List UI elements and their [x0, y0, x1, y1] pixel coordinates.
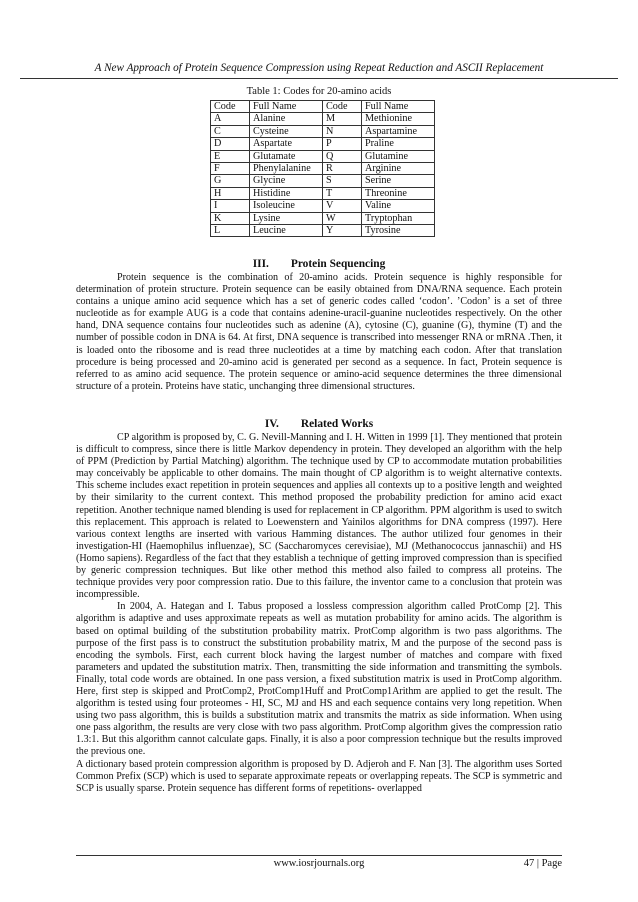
table-row — [211, 125, 435, 137]
section-heading-iv — [0, 418, 638, 430]
table-cell: Methionine — [362, 113, 435, 125]
paragraph: CP algorithm is proposed by, C. G. Nevill-Manning and I. H. Witten in 1999 [1]. They mentioned that protein is difficult to compress, since there is little Markov dependency in protein. They developed an algorithm with the help of PPM (Prediction by Partial Matching) algorithm. The technique used by CP to accommodate mutation probabilities may conceivably be applicable to other domains. The main thought of CP algorithm is to weight alternative contexts. This scheme includes exact repetition in protein sequences and applies all contexts up to a positive length and weighted by their similarity to the current context. This method proposed the probability prediction for amino acid exact repetition. Another technique named blending is used for replacement in CP algorithm. PPM algorithm is used to switch this replacement. This approach is related to Loewenstern and Yainilos algorithms for DNA compress (1997). Here various context lengths are inserted with various Hamming distances. The author utilized four genomes in their investigation-HI (Haemophilus influenzae), SC (Saccharomyces cerevisiae), MJ (Methanococcus jannaschii) and HS (Homo sapiens). Regardless of the fact that they establish a technique of getting improved compression than is specified by generic compression techniques. But like other method this method also failed to compress all proteins. The technique provides very poor compression ratio. Due to this failure, the inventor came to a conclusion that protein was incompressible. — [76, 432, 562, 601]
footer-website: www.iosrjournals.org — [273, 858, 365, 869]
table-cell: D — [211, 138, 250, 150]
section-heading-iii — [0, 258, 638, 270]
section-title: Related Works — [300, 418, 374, 430]
table-row — [211, 113, 435, 125]
section-number: IV. — [264, 418, 279, 430]
table-cell: Valine — [362, 200, 435, 212]
table-row — [211, 150, 435, 162]
table-cell: Arginine — [362, 163, 435, 175]
section-title: Protein Sequencing — [290, 258, 386, 270]
table-cell: G — [211, 175, 250, 187]
table-cell: F — [211, 163, 250, 175]
table-row — [211, 163, 435, 175]
table-cell: Aspartate — [250, 138, 323, 150]
table-row — [211, 138, 435, 150]
table-cell: Glutamate — [250, 150, 323, 162]
table-cell: Glycine — [250, 175, 323, 187]
table-row — [211, 175, 435, 187]
header-rule — [20, 78, 618, 79]
table-cell: N — [323, 125, 362, 137]
table-cell: Isoleucine — [250, 200, 323, 212]
table-cell: Aspartamine — [362, 125, 435, 137]
table-cell: Leucine — [250, 225, 323, 237]
table-header-row — [211, 101, 435, 113]
table-cell: I — [211, 200, 250, 212]
paragraph: A dictionary based protein compression algorithm is proposed by D. Adjeroh and F. Nan [3]. The algorithm uses Sorted Common Prefix (SCP) which is used to separate approximate repeats or overlapping repeats. The SCP is symmetric and SCP is usually sparse. Protein sequence has different forms of repetitions- overlapped — [76, 758, 562, 794]
table-cell: Cysteine — [250, 125, 323, 137]
table-cell: A — [211, 113, 250, 125]
paragraph: In 2004, A. Hategan and I. Tabus proposed a lossless compression algorithm called ProtComp [2]. This algorithm is adaptive and uses approximate repeats as well as mutation probability for amino acids. The algorithm is based on optimal building of the substitution probability matrix. ProtComp algorithm is two pass algorithms. The purpose of the first pass is to construct the substitution probability matrix, M and the purpose of the second pass is encoding the symbols. First, each current block having the largest number of matches and compare with fixed parameters and updated the substitution matrix. Then, transmitting the side information and transmitting the symbols. Finally, total code words are obtained. In one pass version, a fixed substitution matrix is used in ProtComp algorithm. Here, first step is skipped and ProtComp2, ProtComp1Huff and ProtComp1Arithm are applied to get the result. The algorithm is tested using four proteomes - HI, SC, MJ and HS and each sequence contains very long repetition. When using two pass algorithm, this is builds a substitution matrix and transmits the matrix as side information. When using one pass algorithm, the results are very close with two pass algorithm. ProtComp algorithm gives the compression ratio 1.3:1. But this algorithm cannot calculate gaps. Finally, it is also a poor compression technique but the results improved the previous one. — [76, 601, 562, 758]
table-cell: Tryptophan — [362, 212, 435, 224]
table-row — [211, 212, 435, 224]
section-body-iii — [76, 272, 562, 393]
table-cell: Lysine — [250, 212, 323, 224]
table-cell: S — [323, 175, 362, 187]
table-cell: C — [211, 125, 250, 137]
table-caption: Table 1: Codes for 20-amino acids — [246, 86, 392, 97]
section-number: III. — [252, 258, 269, 270]
table-cell: Phenylalanine — [250, 163, 323, 175]
table-row — [211, 225, 435, 237]
table-cell: T — [323, 187, 362, 199]
amino-acid-codes-table — [210, 100, 435, 237]
table-cell: Histidine — [250, 187, 323, 199]
table-cell: P — [323, 138, 362, 150]
table-cell: H — [211, 187, 250, 199]
table-row — [211, 187, 435, 199]
table-row — [211, 200, 435, 212]
table-cell: M — [323, 113, 362, 125]
table-cell: Threonine — [362, 187, 435, 199]
table-cell: L — [211, 225, 250, 237]
table-cell: V — [323, 200, 362, 212]
footer-page-number: 47 | Page — [523, 858, 562, 869]
section-body-iv — [76, 432, 562, 795]
table-cell: Tyrosine — [362, 225, 435, 237]
table-header-cell: Code — [323, 101, 362, 113]
table-cell: Glutamine — [362, 150, 435, 162]
table-cell: Praline — [362, 138, 435, 150]
table-cell: E — [211, 150, 250, 162]
table-cell: Serine — [362, 175, 435, 187]
footer-rule — [76, 855, 562, 856]
table-header-cell: Full Name — [362, 101, 435, 113]
table-cell: Q — [323, 150, 362, 162]
table-cell: Y — [323, 225, 362, 237]
table-cell: Alanine — [250, 113, 323, 125]
table-header-cell: Code — [211, 101, 250, 113]
running-header: A New Approach of Protein Sequence Compression using Repeat Reduction and ASCII Replacement — [94, 62, 544, 74]
table-cell: R — [323, 163, 362, 175]
table-cell: K — [211, 212, 250, 224]
paragraph: Protein sequence is the combination of 20-amino acids. Protein sequence is highly responsible for determination of protein structure. Protein sequence can be easily obtained from DNA/RNA sequence. Each protein contains a unique amino acid sequence which has a set of generic codes called ‘codon’. ’Codon’ is a set of three nucleotide as for example AUG is a code that contains adenine-uracil-guanine nucleotides respectively. On the other hand, DNA sequence contains four nucleotides such as adenine (A), cytosine (C), guanine (G), thymine (T) and the number of possible codon in DNA is 64. At first, DNA sequence is transcribed into messenger RNA or mRNA .Then, it is loaded onto the ribosome and is read three nucleotides at a time by matching each codon. After that translation procedure is being processed and 20-amino acid is generated per second as a sequence. In fact, Protein sequence is referred to as amino acid sequence. The protein sequence or amino-acid sequence determines the three dimensional structure of a protein. Proteins have static, unchanging three dimensional structures. — [76, 272, 562, 392]
table-cell: W — [323, 212, 362, 224]
table-header-cell: Full Name — [250, 101, 323, 113]
